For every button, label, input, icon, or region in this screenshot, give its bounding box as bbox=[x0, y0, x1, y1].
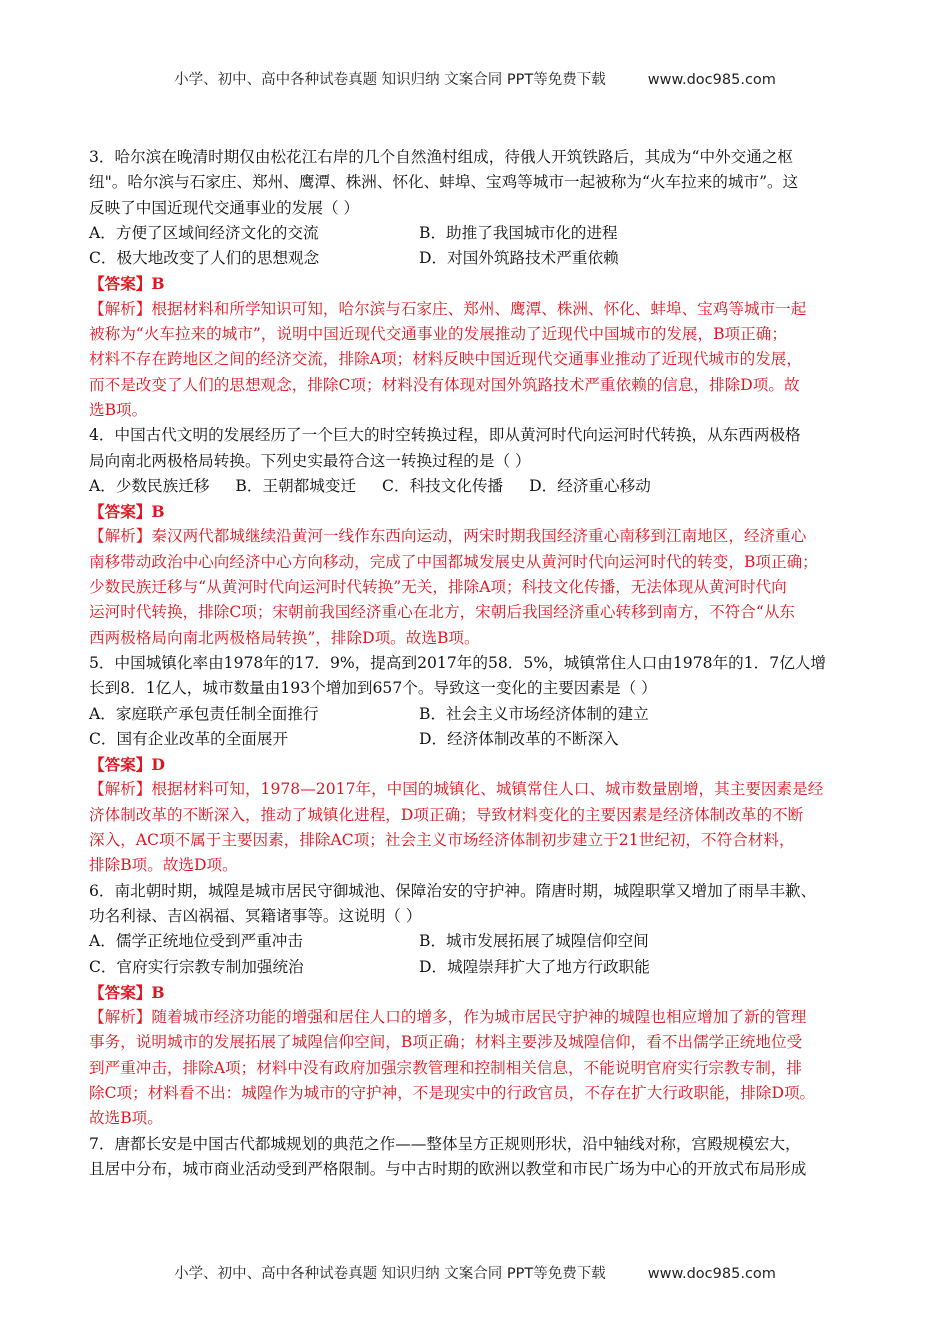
answer-label: 【答案】D bbox=[89, 755, 165, 775]
analysis-line: 【解析】根据材料可知，1978—2017年，中国的城镇化、城镇常住人口、城市数量剧增，其主要因素是经 bbox=[89, 780, 824, 799]
analysis-line: 运河时代转换，排除C项；宋朝前我国经济重心在北方，宋朝后我国经济重心转移到南方，不符合“从东 bbox=[89, 603, 796, 622]
analysis-line: 除C项；材料看不出：城隍作为城市的守护神，不是现实中的行政官员，不存在扩大行政职能，排除D项。 bbox=[89, 1083, 816, 1102]
question-stem: 7．唐都长安是中国古代都城规划的典范之作——整体呈方正规则形状，沿中轴线对称，宫殿规模宏大， bbox=[89, 1134, 801, 1153]
option-c: C．极大地改变了人们的思想观念 bbox=[89, 249, 320, 268]
question-6 bbox=[89, 879, 864, 1132]
analysis-line: 选B项。 bbox=[89, 400, 148, 419]
answer-label: 【答案】B bbox=[89, 982, 165, 1002]
option-d: D．经济重心移动 bbox=[529, 476, 651, 495]
option-a: A．方便了区域间经济文化的交流 bbox=[89, 223, 319, 242]
question-3 bbox=[89, 145, 864, 423]
question-content bbox=[89, 145, 864, 1182]
question-stem: 且居中分布，城市商业活动受到严格限制。与中古时期的欧洲以教堂和市民广场为中心的开放式布局形成 bbox=[89, 1159, 807, 1178]
option-c: C．官府实行宗教专制加强统治 bbox=[89, 957, 304, 976]
header-url: www.doc985.com bbox=[647, 72, 776, 88]
analysis-line: 西两极格局向南北两极格局转换”，排除D项。故选B项。 bbox=[89, 628, 480, 647]
analysis-line: 【解析】根据材料和所学知识可知，哈尔滨与石家庄、郑州、鹰潭、株洲、怀化、蚌埠、宝鸡等城市一起 bbox=[89, 299, 807, 318]
analysis-line: 排除B项。故选D项。 bbox=[89, 856, 238, 875]
footer-text: 小学、初中、高中各种试卷真题 知识归纳 文案合同 PPT等免费下载 bbox=[174, 1266, 606, 1282]
option-b: B．助推了我国城市化的进程 bbox=[419, 223, 618, 242]
analysis-line: 被称为“火车拉来的城市”，说明中国近现代交通事业的发展推动了近现代中国城市的发展，B项正确； bbox=[89, 325, 787, 344]
option-d: D．经济体制改革的不断深入 bbox=[419, 729, 619, 748]
analysis-line: 【解析】随着城市经济功能的增强和居住人口的增多，作为城市居民守护神的城隍也相应增加了新的管理 bbox=[89, 1008, 807, 1027]
question-stem: 长到8．1亿人，城市数量由193个增加到657个。导致这一变化的主要因素是（ ） bbox=[89, 679, 657, 698]
option-a: A．儒学正统地位受到严重冲击 bbox=[89, 932, 303, 951]
analysis-line: 到严重冲击，排除A项；材料中没有政府加强宗教管理和控制相关信息，不能说明官府实行宗教专制，排 bbox=[89, 1058, 802, 1077]
question-7 bbox=[89, 1132, 864, 1183]
question-5 bbox=[89, 651, 864, 879]
header-text: 小学、初中、高中各种试卷真题 知识归纳 文案合同 PPT等免费下载 bbox=[174, 72, 606, 88]
question-stem: 局向南北两极格局转换。下列史实最符合这一转换过程的是（ ） bbox=[89, 451, 531, 470]
question-stem: 纽"。哈尔滨与石家庄、郑州、鹰潭、株洲、怀化、蚌埠、宝鸡等城市一起被称为“火车拉来的城市”。这 bbox=[89, 173, 799, 192]
question-stem: 3．哈尔滨在晚清时期仅由松花江右岸的几个自然渔村组成，待俄人开筑铁路后，其成为“中外交通之枢 bbox=[89, 148, 794, 166]
analysis-line: 南移带动政治中心向经济中心方向移动，完成了中国都城发展史从黄河时代向运河时代的转变，B项正确； bbox=[89, 552, 818, 571]
analysis-line: 少数民族迁移与“从黄河时代向运河时代转换”无关，排除A项；科技文化传播，无法体现从黄河时代向 bbox=[89, 578, 787, 597]
option-b: B．城市发展拓展了城隍信仰空间 bbox=[419, 932, 649, 951]
option-a: A．家庭联产承包责任制全面推行 bbox=[89, 704, 319, 723]
analysis-line: 而不是改变了人们的思想观念，排除C项；材料没有体现对国外筑路技术严重依赖的信息，排除D项。故 bbox=[89, 375, 800, 394]
option-a: A．少数民族迁移 bbox=[89, 476, 210, 495]
question-stem: 4．中国古代文明的发展经历了一个巨大的时空转换过程，即从黄河时代向运河时代转换，从东西两极格 bbox=[89, 426, 801, 445]
analysis-line: 故选B项。 bbox=[89, 1109, 163, 1128]
answer-label: 【答案】B bbox=[89, 502, 165, 522]
footer-url: www.doc985.com bbox=[647, 1266, 776, 1282]
option-c: C．国有企业改革的全面展开 bbox=[89, 729, 289, 748]
question-stem: 5．中国城镇化率由1978年的17．9%，提高到2017年的58．5%，城镇常住人口由1978年的1．7亿人增 bbox=[89, 653, 826, 672]
analysis-line: 【解析】秦汉两代都城继续沿黄河一线作东西向运动，两宋时期我国经济重心南移到江南地区，经济重心 bbox=[89, 527, 807, 546]
page-footer bbox=[0, 1262, 950, 1283]
question-4 bbox=[89, 423, 864, 651]
question-stem: 6．南北朝时期，城隍是城市居民守御城池、保障治安的守护神。隋唐时期，城隍职掌又增加了雨旱丰歉、 bbox=[89, 881, 817, 900]
analysis-line: 深入，AC项不属于主要因素，排除AC项；社会主义市场经济体制初步建立于21世纪初，不符合材料， bbox=[89, 831, 795, 850]
answer-label: 【答案】B bbox=[89, 274, 165, 294]
analysis-line: 事务，说明城市的发展拓展了城隍信仰空间，B项正确；材料主要涉及城隍信仰，看不出儒学正统地位受 bbox=[89, 1033, 803, 1052]
question-stem: 功名利禄、吉凶祸福、冥籍诸事等。这说明（ ） bbox=[89, 906, 422, 925]
option-d: D．对国外筑路技术严重依赖 bbox=[419, 249, 619, 268]
option-b: B．社会主义市场经济体制的建立 bbox=[419, 704, 649, 723]
question-stem: 反映了中国近现代交通事业的发展（ ） bbox=[89, 198, 360, 217]
analysis-line: 济体制改革的不断深入，推动了城镇化进程，D项正确；导致材料变化的主要因素是经济体制改革的不断 bbox=[89, 805, 804, 824]
page-header bbox=[0, 68, 950, 89]
option-b: B．王朝都城变迁 bbox=[235, 476, 357, 495]
option-d: D．城隍崇拜扩大了地方行政职能 bbox=[419, 957, 650, 976]
option-c: C．科技文化传播 bbox=[382, 476, 504, 495]
analysis-line: 材料不存在跨地区之间的经济交流，排除A项；材料反映中国近现代交通事业推动了近现代城市的发展， bbox=[89, 350, 802, 369]
